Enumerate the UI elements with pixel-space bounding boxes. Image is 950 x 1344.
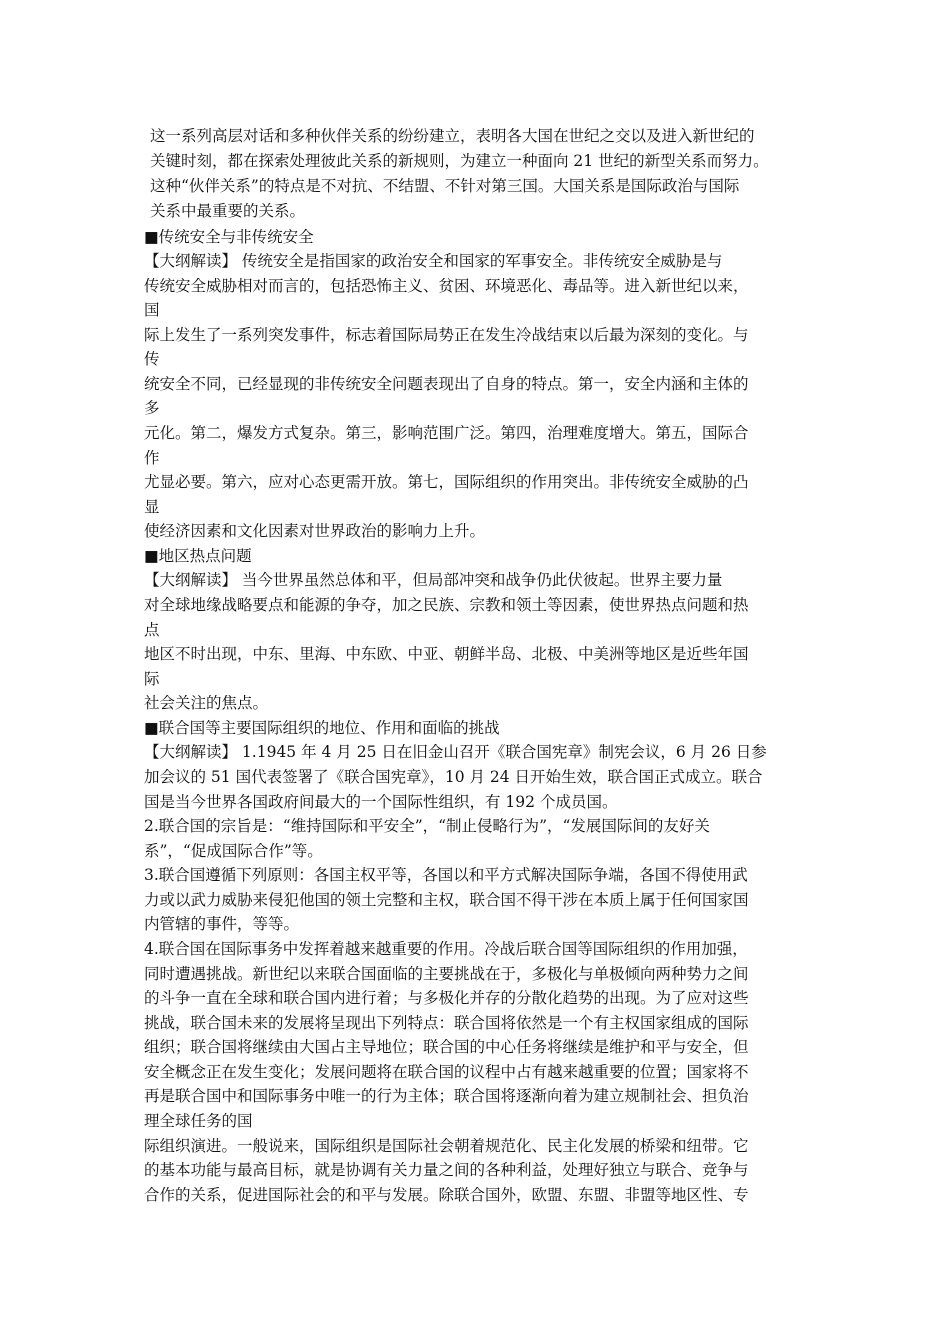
paragraph-line: 传	[144, 350, 160, 368]
paragraph-line: 加会议的 51 国代表签署了《联合国宪章》，10 月 24 日开始生效，联合国正式成立。联合	[144, 768, 763, 786]
paragraph-line: 地区不时出现，中东、里海、中东欧、中亚、朝鲜半岛、北极、中美洲等地区是近些年国	[144, 645, 749, 663]
paragraph-line: 系”，“促成国际合作”等。	[144, 842, 323, 860]
paragraph-line: 元化。第二，爆发方式复杂。第三，影响范围广泛。第四，治理难度增大。第五，国际合	[144, 424, 749, 442]
outline-interpretation: 【大纲解读】 当今世界虽然总体和平，但局部冲突和战争仍此伏彼起。世界主要力量	[144, 571, 723, 589]
paragraph-line: 再是联合国中和国际事务中唯一的行为主体；联合国将逐渐向着为建立规制社会、担负治	[144, 1087, 749, 1105]
paragraph-line: 尤显必要。第六，应对心态更需开放。第七，国际组织的作用突出。非传统安全威胁的凸	[144, 473, 749, 491]
paragraph-line: 这种“伙伴关系”的特点是不对抗、不结盟、不针对第三国。大国关系是国际政治与国际	[150, 177, 740, 195]
paragraph-line: 国	[144, 301, 160, 319]
paragraph-line: 4.联合国在国际事务中发挥着越来越重要的作用。冷战后联合国等国际组织的作用加强，	[144, 940, 748, 958]
paragraph-line: 际上发生了一系列突发事件，标志着国际局势正在发生冷战结束以后最为深刻的变化。与	[144, 326, 749, 344]
paragraph-line: 组织；联合国将继续由大国占主导地位；联合国的中心任务将继续是维护和平与安全，但	[144, 1038, 749, 1056]
paragraph-line: 关系中最重要的关系。	[150, 202, 306, 220]
paragraph-line: 同时遭遇挑战。新世纪以来联合国面临的主要挑战在于，多极化与单极倾向两种势力之间	[144, 965, 749, 983]
paragraph-line: 安全概念正在发生变化；发展问题将在联合国的议程中占有越来越重要的位置；国家将不	[144, 1063, 749, 1081]
paragraph-line: 挑战，联合国未来的发展将呈现出下列特点：联合国将依然是一个有主权国家组成的国际	[144, 1014, 749, 1032]
paragraph-line: 传统安全威胁相对而言的，包括恐怖主义、贫困、环境恶化、毒品等。进入新世纪以来，	[144, 277, 749, 295]
outline-interpretation: 【大纲解读】 传统安全是指国家的政治安全和国家的军事安全。非传统安全威胁是与	[144, 252, 723, 270]
paragraph-line: 显	[144, 498, 160, 516]
paragraph-line: 的斗争一直在全球和联合国内进行着；与多极化并存的分散化趋势的出现。为了应对这些	[144, 989, 749, 1007]
paragraph-line: 内管辖的事件，等等。	[144, 915, 300, 933]
paragraph-line: 2.联合国的宗旨是：“维持国际和平安全”，“制止侵略行为”，“发展国际间的友好关	[144, 817, 710, 835]
paragraph-line: 国是当今世界各国政府间最大的一个国际性组织，有 192 个成员国。	[144, 793, 618, 811]
section-heading: ■地区热点问题	[144, 547, 252, 565]
paragraph-line: 作	[144, 449, 160, 467]
paragraph-line: 对全球地缘战略要点和能源的争夺，加之民族、宗教和领土等因素，使世界热点问题和热	[144, 596, 749, 614]
paragraph-line: 关键时刻，都在探索处理彼此关系的新规则，为建立一种面向 21 世纪的新型关系而努力。	[150, 152, 769, 170]
paragraph-line: 力或以武力威胁来侵犯他国的领土完整和主权，联合国不得干涉在本质上属于任何国家国	[144, 891, 749, 909]
paragraph-line: 际组织演进。一般说来，国际组织是国际社会朝着规范化、民主化发展的桥梁和纽带。它	[144, 1137, 749, 1155]
paragraph-line: 合作的关系，促进国际社会的和平与发展。除联合国外，欧盟、东盟、非盟等地区性、专	[144, 1186, 749, 1204]
section-heading: ■传统安全与非传统安全	[144, 228, 314, 246]
paragraph-line: 这一系列高层对话和多种伙伴关系的纷纷建立，表明各大国在世纪之交以及进入新世纪的	[150, 127, 755, 145]
paragraph-line: 理全球任务的国	[144, 1112, 253, 1130]
paragraph-line: 多	[144, 399, 160, 417]
paragraph-line: 际	[144, 670, 160, 688]
paragraph-line: 统安全不同，已经显现的非传统安全问题表现出了自身的特点。第一，安全内涵和主体的	[144, 375, 749, 393]
section-heading: ■联合国等主要国际组织的地位、作用和面临的挑战	[144, 719, 500, 737]
paragraph-line: 社会关注的焦点。	[144, 694, 269, 712]
paragraph-line: 使经济因素和文化因素对世界政治的影响力上升。	[144, 522, 486, 540]
paragraph-line: 3.联合国遵循下列原则：各国主权平等，各国以和平方式解决国际争端，各国不得使用武	[144, 866, 748, 884]
paragraph-line: 点	[144, 621, 160, 639]
outline-interpretation: 【大纲解读】 1.1945 年 4 月 25 日在旧金山召开《联合国宪章》制宪会议，6 月 26 日参	[144, 743, 767, 761]
paragraph-line: 的基本功能与最高目标，就是协调有关力量之间的各种利益，处理好独立与联合、竞争与	[144, 1161, 749, 1179]
